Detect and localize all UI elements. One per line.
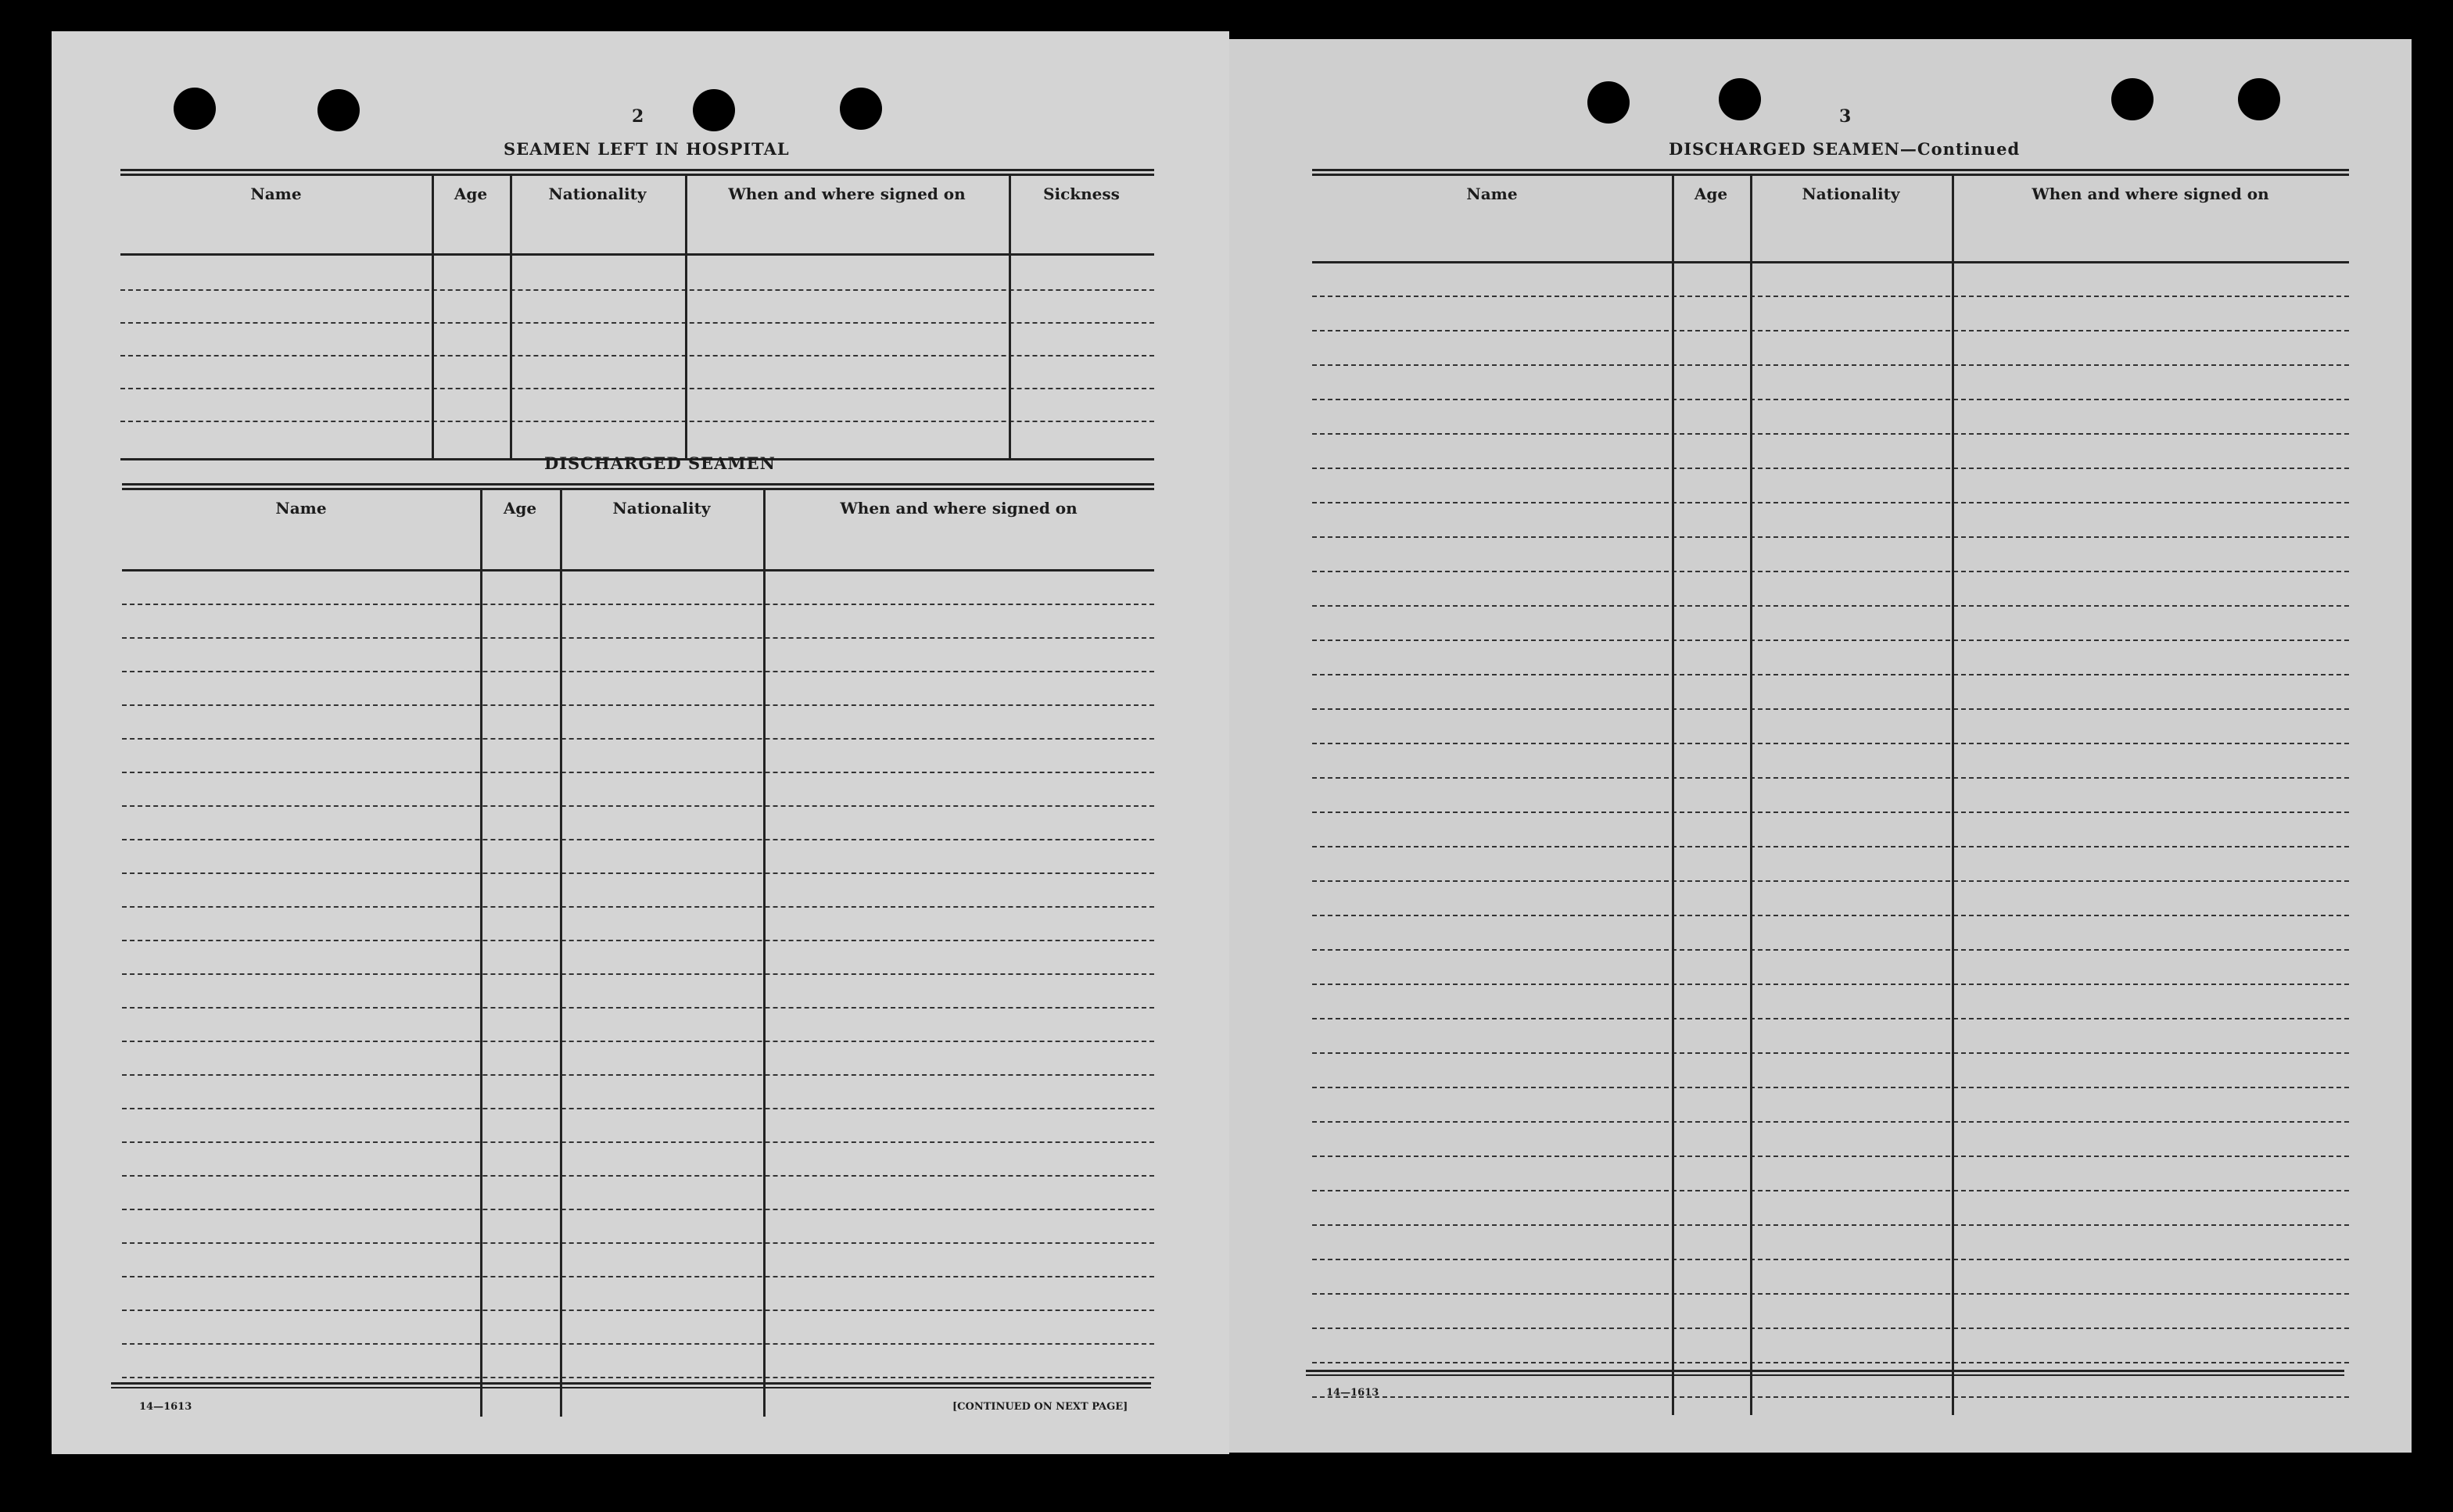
col-header-when-where: When and where signed on [728,185,966,203]
discharged-section-title: DISCHARGED SEAMEN [544,453,776,473]
form-number: 14—1613 [139,1401,192,1413]
col-header-when-where: When and where signed on [2032,185,2269,203]
col-header-nationality: Nationality [1802,185,1900,203]
hospital-table [120,169,1154,432]
discharged-continued-title: DISCHARGED SEAMEN—Continued [1669,139,2021,159]
right-page [1229,39,2412,1453]
discharged-table [122,483,1154,1421]
hospital-section-title: SEAMEN LEFT IN HOSPITAL [504,139,790,159]
col-header-name: Name [250,185,302,203]
col-header-nationality: Nationality [548,185,647,203]
col-header-age: Age [503,499,537,518]
left-page [52,31,1229,1454]
col-header-name: Name [275,499,327,518]
discharged-continued-table [1312,169,2349,1420]
col-header-age: Age [454,185,488,203]
punch-hole [1719,78,1761,120]
col-header-when-where: When and where signed on [840,499,1078,518]
punch-hole [317,89,360,131]
punch-hole [840,88,882,130]
punch-hole [2111,78,2154,120]
col-header-age: Age [1694,185,1728,203]
col-header-name: Name [1466,185,1518,203]
punch-hole [693,89,735,131]
punch-hole [1587,81,1630,124]
continued-note: [CONTINUED ON NEXT PAGE] [952,1401,1128,1413]
col-header-nationality: Nationality [612,499,711,518]
col-header-sickness: Sickness [1043,185,1120,203]
page-number: 3 [1839,106,1852,127]
page-number: 2 [632,106,644,127]
punch-hole [174,88,216,130]
form-number: 14—1613 [1326,1387,1379,1399]
punch-hole [2238,78,2280,120]
